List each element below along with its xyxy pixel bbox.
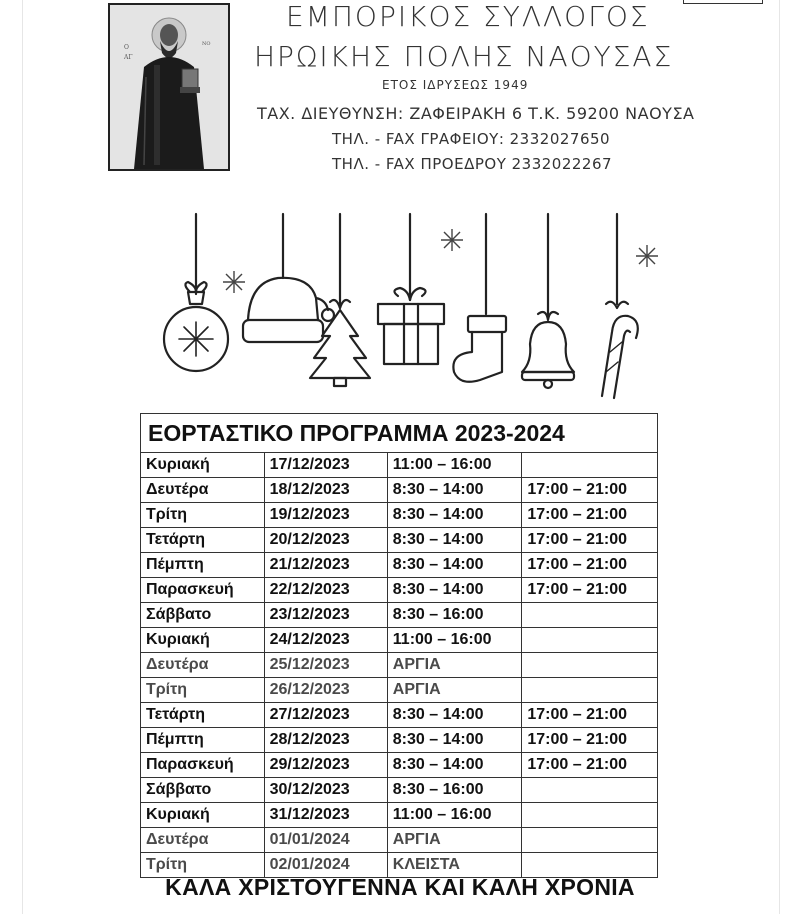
morning-hours-cell: 8:30 – 16:00 [387, 778, 522, 803]
evening-hours-cell [522, 603, 658, 628]
svg-text:ΝΟ: ΝΟ [202, 41, 211, 47]
day-cell: Πέμπτη [141, 553, 265, 578]
evening-hours-cell: 17:00 – 21:00 [522, 528, 658, 553]
bell-icon [522, 214, 574, 388]
table-row [141, 478, 658, 503]
table-row [141, 603, 658, 628]
date-cell: 19/12/2023 [264, 503, 387, 528]
morning-hours-cell: 8:30 – 14:00 [387, 553, 522, 578]
schedule-title-row [141, 414, 658, 453]
day-cell: Τρίτη [141, 503, 265, 528]
table-row [141, 803, 658, 828]
holiday-schedule-table [140, 413, 658, 878]
evening-hours-cell [522, 778, 658, 803]
date-cell: 21/12/2023 [264, 553, 387, 578]
day-cell: Παρασκευή [141, 753, 265, 778]
day-cell: Σάββατο [141, 603, 265, 628]
day-cell: Τετάρτη [141, 528, 265, 553]
evening-hours-cell [522, 653, 658, 678]
day-cell: Κυριακή [141, 453, 265, 478]
svg-text:ΑΓ: ΑΓ [124, 54, 133, 61]
date-cell: 18/12/2023 [264, 478, 387, 503]
evening-hours-cell [522, 628, 658, 653]
santa-hat-icon [243, 214, 334, 342]
date-cell: 23/12/2023 [264, 603, 387, 628]
stocking-icon [453, 214, 506, 382]
day-cell: Σάββατο [141, 778, 265, 803]
evening-hours-cell: 17:00 – 21:00 [522, 578, 658, 603]
table-row [141, 578, 658, 603]
date-cell: 17/12/2023 [264, 453, 387, 478]
table-row [141, 528, 658, 553]
evening-hours-cell: 17:00 – 21:00 [522, 478, 658, 503]
morning-hours-cell: 8:30 – 14:00 [387, 503, 522, 528]
table-row [141, 553, 658, 578]
association-name-line1: ΕΜΠΟΡΙΚΟΣ ΣΥΛΛΟΓΟΣ [286, 0, 650, 33]
day-cell: Τρίτη [141, 678, 265, 703]
holiday-greeting: ΚΑΛΑ ΧΡΙΣΤΟΥΓΕΝΝΑ ΚΑΙ ΚΑΛΗ ΧΡΟΝΙΑ [165, 874, 635, 900]
date-cell: 01/01/2024 [264, 828, 387, 853]
day-cell: Κυριακή [141, 803, 265, 828]
day-cell: Κυριακή [141, 628, 265, 653]
top-corner-frame [683, 0, 763, 4]
morning-hours-cell: 8:30 – 14:00 [387, 703, 522, 728]
day-cell: Πέμπτη [141, 728, 265, 753]
president-phone: ΤΗΛ. - FAX ΠΡΟΕΔΡΟΥ 2332022267 [332, 155, 613, 173]
date-cell: 24/12/2023 [264, 628, 387, 653]
table-row [141, 728, 658, 753]
day-cell: Τετάρτη [141, 703, 265, 728]
date-cell: 30/12/2023 [264, 778, 387, 803]
schedule-title: ΕΟΡΤΑΣΤΙΚΟ ΠΡΟΓΡΑΜΜΑ 2023-2024 [141, 414, 658, 453]
evening-hours-cell: 17:00 – 21:00 [522, 503, 658, 528]
date-cell: 31/12/2023 [264, 803, 387, 828]
date-cell: 29/12/2023 [264, 753, 387, 778]
day-cell: Δευτέρα [141, 653, 265, 678]
date-cell: 27/12/2023 [264, 703, 387, 728]
evening-hours-cell [522, 828, 658, 853]
table-row [141, 678, 658, 703]
postal-address: ΤΑΧ. ΔΙΕΥΘΥΝΣΗ: ΖΑΦΕΙΡΑΚΗ 6 Τ.Κ. 59200 ΝΑΟΥΣΑ [257, 104, 695, 123]
table-row [141, 703, 658, 728]
evening-hours-cell: 17:00 – 21:00 [522, 728, 658, 753]
morning-hours-cell: 11:00 – 16:00 [387, 453, 522, 478]
table-row [141, 628, 658, 653]
saint-icon-image [108, 3, 230, 171]
snowflake-icon [223, 229, 658, 293]
table-row [141, 753, 658, 778]
evening-hours-cell [522, 678, 658, 703]
table-row [141, 453, 658, 478]
gift-box-icon [378, 214, 444, 364]
evening-hours-cell [522, 453, 658, 478]
table-row [141, 778, 658, 803]
evening-hours-cell [522, 803, 658, 828]
day-cell: Δευτέρα [141, 828, 265, 853]
ornaments-illustration [150, 212, 670, 402]
table-row [141, 828, 658, 853]
candy-cane-icon [602, 214, 638, 398]
date-cell: 20/12/2023 [264, 528, 387, 553]
morning-hours-cell: 11:00 – 16:00 [387, 803, 522, 828]
morning-hours-cell: ΑΡΓΙΑ [387, 828, 522, 853]
established-year: ΕΤΟΣ ΙΔΡΥΣΕΩΣ 1949 [382, 78, 529, 92]
morning-hours-cell: 11:00 – 16:00 [387, 628, 522, 653]
morning-hours-cell: ΑΡΓΙΑ [387, 653, 522, 678]
table-row [141, 653, 658, 678]
evening-hours-cell: 17:00 – 21:00 [522, 553, 658, 578]
day-cell: Δευτέρα [141, 478, 265, 503]
svg-text:Ο: Ο [124, 44, 129, 51]
date-cell: 02/01/2024 [264, 853, 387, 878]
day-cell: Παρασκευή [141, 578, 265, 603]
date-cell: 25/12/2023 [264, 653, 387, 678]
morning-hours-cell: 8:30 – 14:00 [387, 578, 522, 603]
morning-hours-cell: ΑΡΓΙΑ [387, 678, 522, 703]
evening-hours-cell: 17:00 – 21:00 [522, 753, 658, 778]
morning-hours-cell: 8:30 – 14:00 [387, 478, 522, 503]
morning-hours-cell: ΚΛΕΙΣΤΑ [387, 853, 522, 878]
date-cell: 28/12/2023 [264, 728, 387, 753]
evening-hours-cell: 17:00 – 21:00 [522, 703, 658, 728]
date-cell: 22/12/2023 [264, 578, 387, 603]
table-row [141, 503, 658, 528]
bauble-icon [164, 214, 228, 371]
morning-hours-cell: 8:30 – 16:00 [387, 603, 522, 628]
morning-hours-cell: 8:30 – 14:00 [387, 753, 522, 778]
morning-hours-cell: 8:30 – 14:00 [387, 728, 522, 753]
date-cell: 26/12/2023 [264, 678, 387, 703]
day-cell: Τρίτη [141, 853, 265, 878]
morning-hours-cell: 8:30 – 14:00 [387, 528, 522, 553]
office-phone: ΤΗΛ. - FAX ΓΡΑΦΕΙΟΥ: 2332027650 [332, 130, 611, 148]
association-name-line2: ΗΡΩΙΚΗΣ ΠΟΛΗΣ ΝΑΟΥΣΑΣ [254, 40, 674, 73]
